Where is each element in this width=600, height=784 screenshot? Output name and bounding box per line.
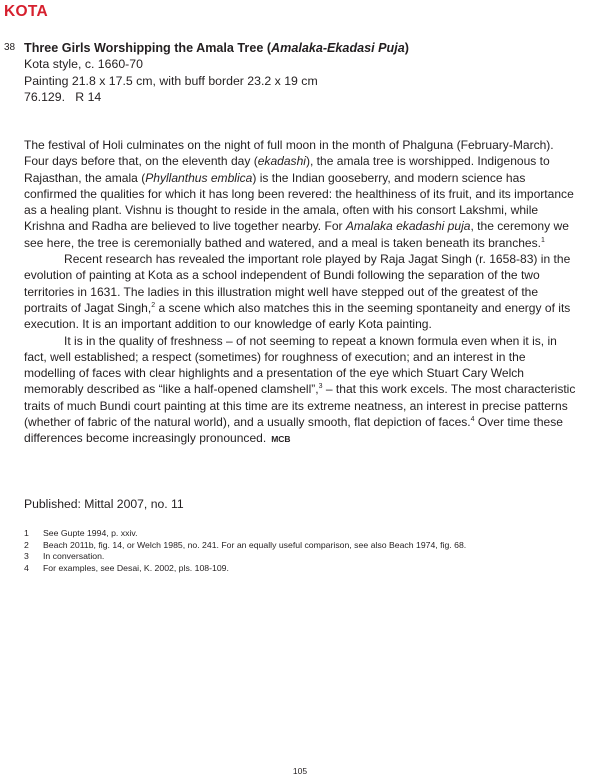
published-reference: Published: Mittal 2007, no. 11 [24, 497, 184, 511]
entry-title-italic: Amalaka-Ekadasi Puja [271, 41, 405, 55]
p1-italic-2: Phyllanthus emblica [145, 170, 253, 185]
paragraph-3 [24, 333, 579, 448]
p2-text-2: a scene which also matches this in the seeming spontaneity and energy of its execution. It is an important addition to our knowledge of early Kota painting. [24, 300, 571, 332]
footnote-item [24, 528, 584, 540]
p3-text-1: It is in the quality of freshness – of not seeming to repeat a known formula even when it is, in fact, well established; a respect (sometimes) for roughness of execution; and an interest in the modelling of faces with clear highlights and a presentation of the eye which Stuart Cary Welch memorably described as “like a half-opened clamshell”, [24, 333, 557, 397]
entry-title [24, 40, 584, 56]
p1-text-3: ) is the Indian gooseberry, and modern science has confirmed the qualities for which it has long been revered: the healthiness of its fruit, and its importance as a healing plant. Vishnu is thought to reside in the amala, often with his consort Lakshmi, while Krishna and Radha are believed to live together nearby. For [24, 170, 574, 234]
page-number: 105 [292, 766, 308, 776]
entry-number: 38 [4, 42, 16, 53]
body-text [24, 137, 579, 448]
paragraph-1 [24, 137, 579, 251]
footnote-text: For examples, see Desai, K. 2002, pls. 108-109. [43, 562, 229, 573]
footnotes [24, 528, 584, 574]
footnote-ref-3: 3 [318, 383, 323, 391]
footnote-text: In conversation. [43, 551, 105, 562]
p3-text-3: Over time these differences become increasingly pronounced. [24, 415, 563, 446]
footnote-number: 1 [24, 528, 29, 538]
footnote-text: Beach 2011b, fig. 14, or Welch 1985, no. 241. For an equally useful comparison, see also Beach 1974, fig. 68. [43, 539, 467, 550]
entry-title-close: ) [404, 41, 409, 55]
footnote-item [24, 563, 584, 575]
footnote-ref-1: 1 [541, 236, 545, 244]
footnote-ref-2: 2 [151, 301, 156, 309]
entry-accession: 76.129. R 14 [24, 90, 102, 105]
p1-text-4: , the ceremony we see here, the tree is ceremonially bathed and watered, and a meal is taken beneath its branches. [24, 219, 569, 250]
p1-italic-3: Amalaka ekadashi puja [345, 219, 471, 234]
p1-text-1: The festival of Holi culminates on the night of full moon in the month of Phalguna (February-March). Four days before that, on the eleventh day ( [24, 138, 554, 169]
footnote-number: 2 [24, 539, 29, 550]
entry-title-main: Three Girls Worshipping the Amala Tree ( [24, 41, 272, 55]
footnote-number: 4 [24, 562, 29, 573]
entry-dimensions: Painting 21.8 x 17.5 cm, with buff border 23.2 x 19 cm [24, 73, 318, 88]
entry-style-date: Kota style, c. 1660-70 [24, 57, 143, 72]
p2-text-1: Recent research has revealed the important role played by Raja Jagat Singh (r. 1658-83) in the evolution of painting at Kota as a school independent of Bundi following the separation of the two territories in 1631. The ladies in this illustration might well have stepped out of the greatest of the portraits of Jagat Singh, [24, 252, 571, 315]
footnote-item [24, 540, 584, 552]
paragraph-2 [24, 251, 579, 332]
footnote-item [24, 551, 584, 563]
author-initials: MCB [271, 434, 291, 445]
p3-text-2: – that this work excels. The most characteristic traits of much Bundi court painting at this time are its extreme neatness, an interest in precise patterns (whether of fabric of the natural world), and a usually smooth, flat depiction of faces. [24, 382, 576, 430]
footnote-text: See Gupte 1994, p. xxiv. [43, 528, 138, 538]
footnote-ref-4: 4 [470, 416, 475, 424]
section-header: KOTA [4, 3, 48, 20]
p1-italic-1: ekadashi [257, 154, 306, 169]
footnote-number: 3 [24, 551, 29, 562]
catalogue-entry [24, 40, 584, 106]
p1-text-2: ), the amala tree is worshipped. Indigenous to Rajasthan, the amala ( [24, 154, 550, 185]
